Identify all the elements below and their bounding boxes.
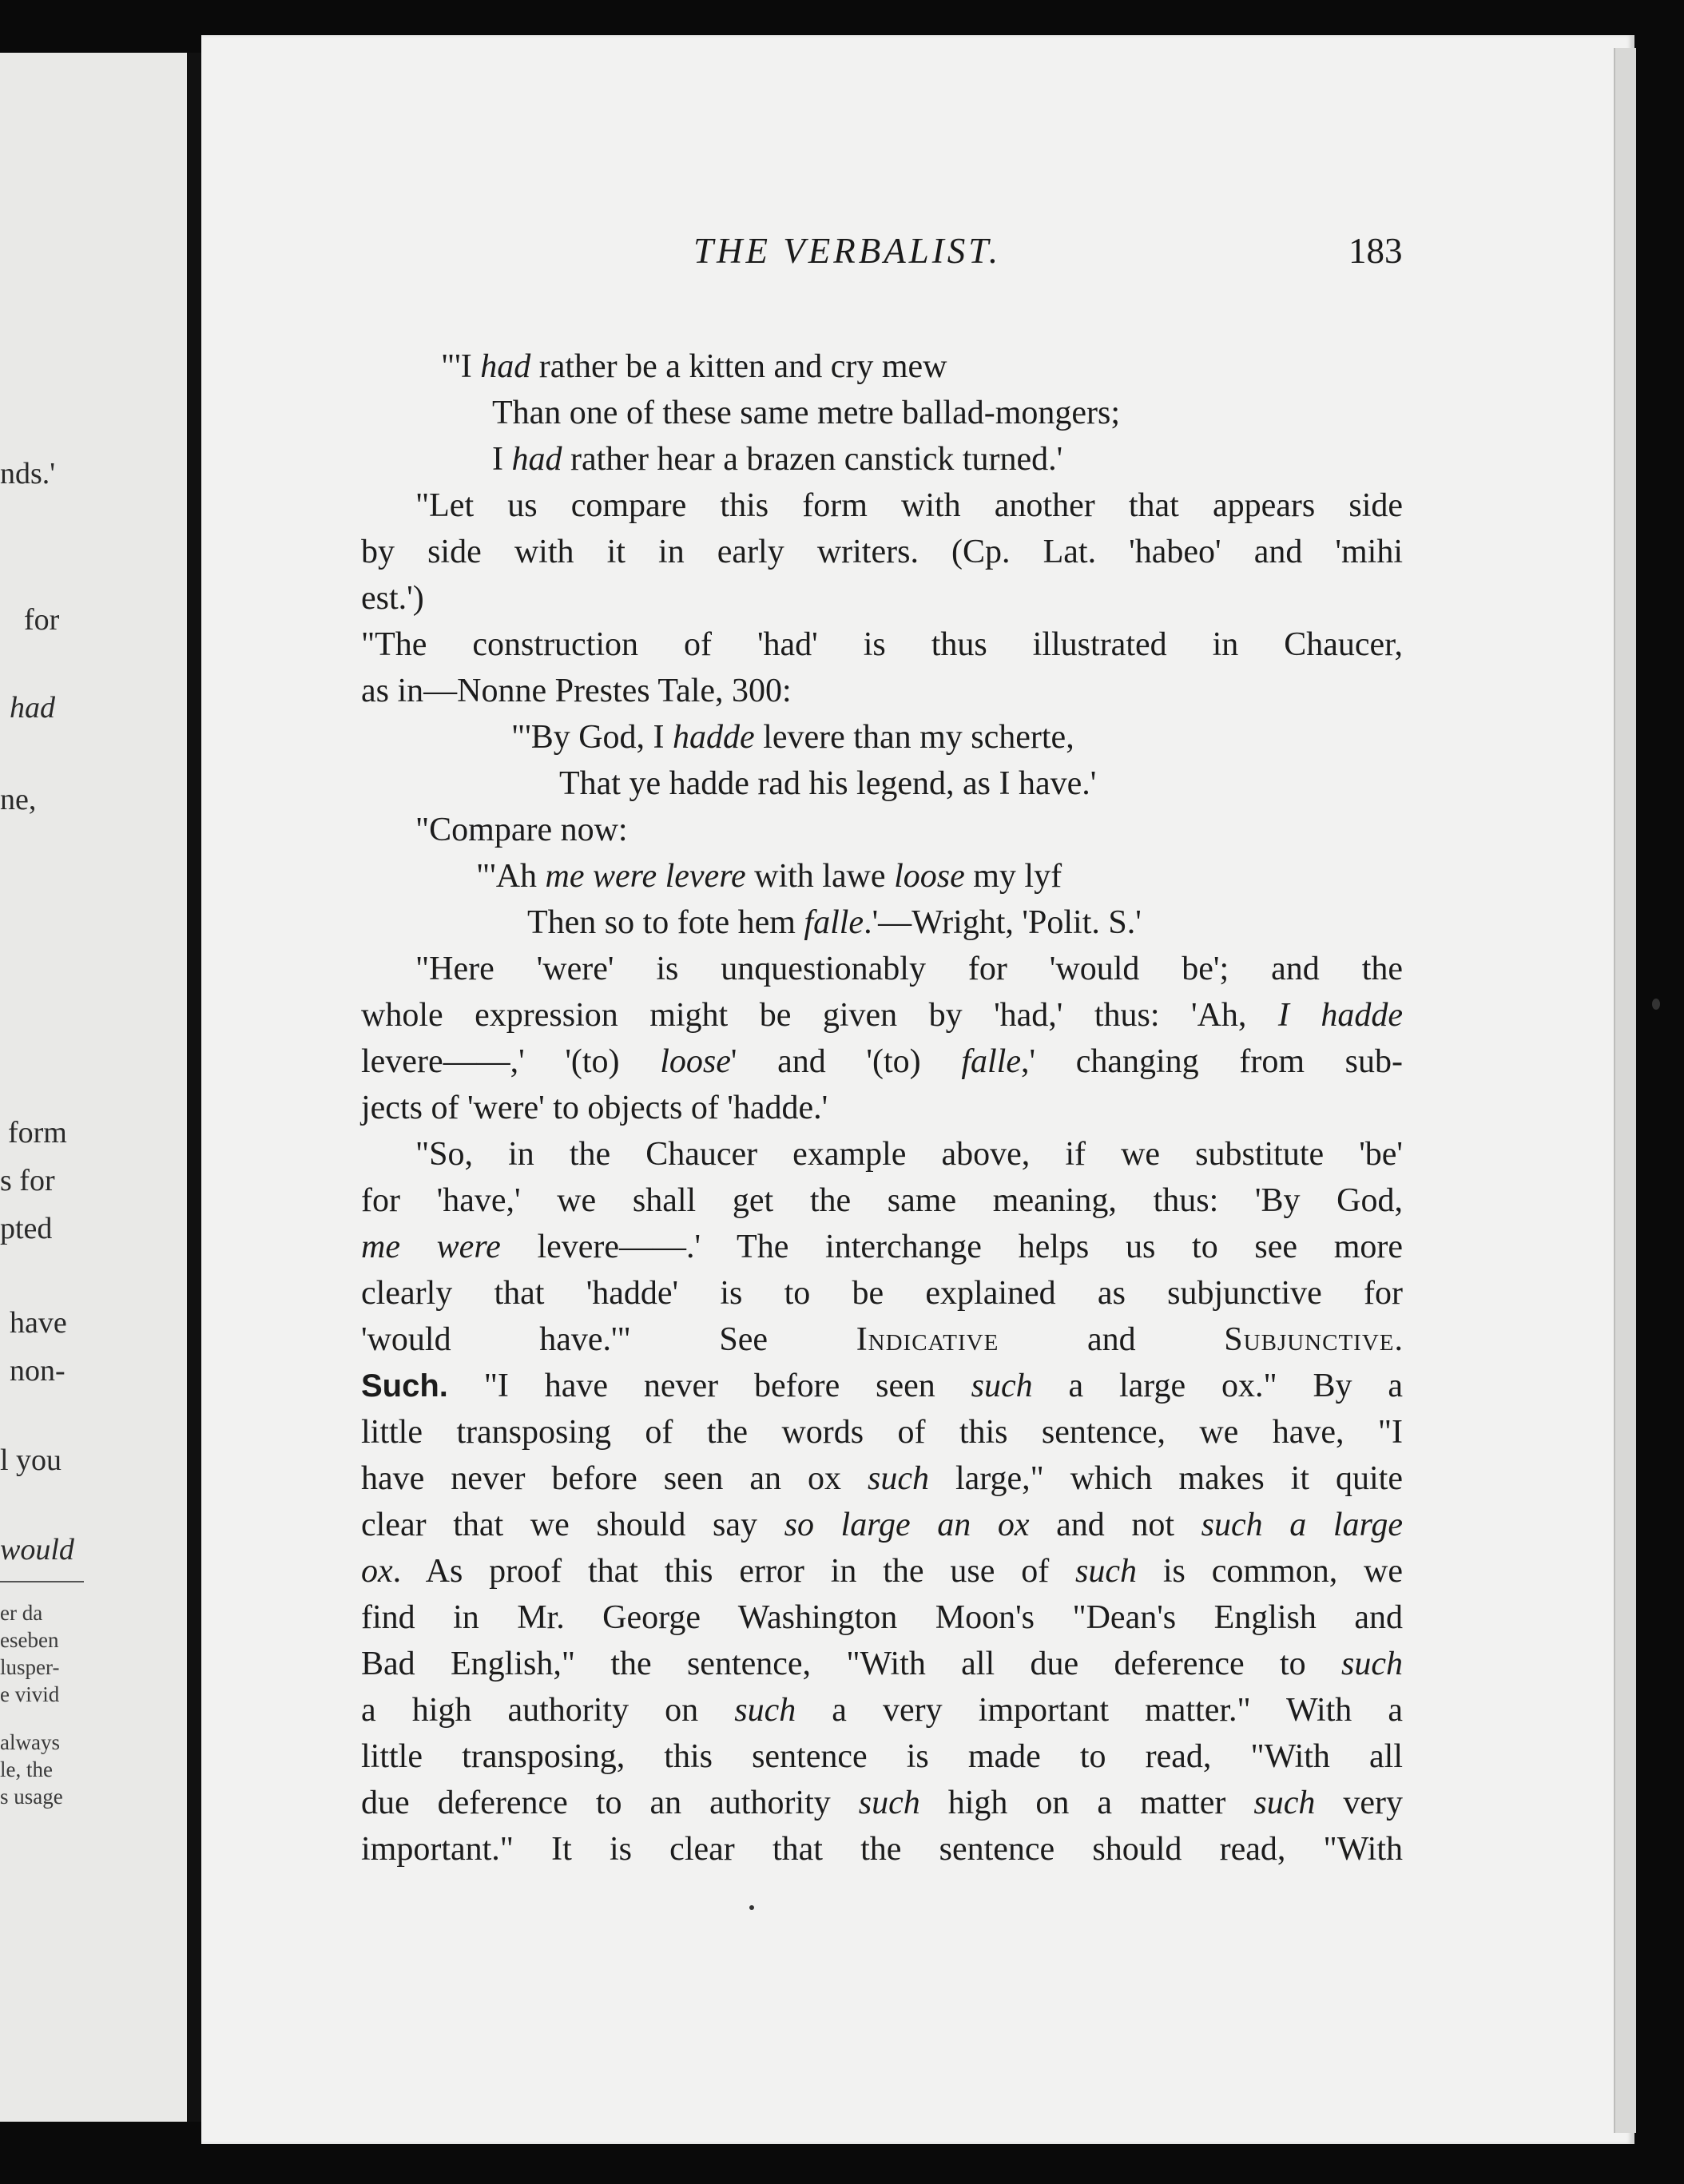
text-line [492,390,1403,436]
text-span: 'would have.'" See [361,1321,856,1358]
text-span: "Compare now: [415,812,628,848]
facing-page-text: s for [0,1164,55,1197]
entry-headword: Such. [361,1368,448,1404]
facing-footnote-text: eseben [0,1628,59,1652]
text-span: "Let us compare this form with another that appears side [415,487,1403,524]
text-line [361,1038,1403,1085]
italic-text: loose [660,1043,731,1080]
running-head: THE VERBALIST. [693,231,1002,271]
italic-text: loose [894,858,965,895]
italic-text: falle [961,1043,1021,1080]
text-line [361,1502,1403,1548]
facing-page-text: ne, [0,783,37,816]
facing-page-text: form [8,1116,67,1150]
text-span: levere——.' The interchange helps us to see more [500,1229,1404,1265]
facing-footnote-text: s usage [0,1785,63,1809]
text-line [492,436,1403,482]
text-span: for 'have,' we shall get the same meaning, thus: 'By God, [361,1182,1403,1219]
italic-text: ox [361,1553,393,1590]
text-span: clearly that 'hadde' is to be explained as subjunctive for [361,1275,1403,1312]
text-line [415,482,1403,529]
text-span: little transposing of the words of this sentence, we have, "I [361,1414,1403,1451]
text-span: Bad English," the sentence, "With all due deference to [361,1646,1341,1682]
italic-text: such [858,1785,920,1821]
book-gutter [187,53,201,2122]
text-span: and not [1029,1507,1201,1543]
facing-page-text: non- [10,1354,66,1388]
italic-text: hadde [673,719,755,756]
italic-text: such [1341,1646,1403,1682]
text-span: with lawe [745,858,895,895]
facing-page-text: have [10,1306,67,1340]
text-span: a high authority on [361,1692,735,1729]
facing-footnote-text: er da [0,1601,43,1625]
text-line [361,1085,1403,1131]
text-span: little transposing, this sentence is made to read, "With all [361,1738,1403,1775]
text-line [361,1687,1403,1733]
text-span: a large ox." By a [1032,1368,1403,1404]
cross-reference: Subjunctive [1224,1321,1395,1358]
text-span: . [1394,1321,1403,1358]
text-span: a very important matter." With a [796,1692,1404,1729]
text-span: "I have never before seen [447,1368,971,1404]
text-line [361,668,1403,714]
facing-page-text: would [0,1533,74,1567]
text-span: large," which makes it quite [928,1460,1403,1497]
text-line [415,807,1403,853]
text-span: my lyf [964,858,1062,895]
facing-footnote-text: lusper- [0,1655,60,1679]
italic-text: such a large [1201,1507,1403,1543]
facing-page-text: had [10,691,55,725]
text-span: "The construction of 'had' is thus illustrated in Chaucer, [361,626,1403,663]
text-span: levere than my scherte, [754,719,1074,756]
text-line [361,1733,1403,1780]
text-line [361,621,1403,668]
text-span: ,' changing from sub- [1020,1043,1404,1080]
text-span: due deference to an authority [361,1785,859,1821]
text-line [415,1131,1403,1177]
italic-text: me were [361,1229,501,1265]
facing-footnote-text: le, the [0,1757,53,1781]
text-span: . As proof that this error in the use of [392,1553,1076,1590]
italic-text: such [971,1368,1033,1404]
facing-page-text: pted [0,1212,53,1245]
text-span: "'I [441,348,481,385]
page-edge [1614,48,1636,2133]
text-span: and [999,1321,1225,1358]
text-span: important." It is clear that the sentence should read, "With [361,1831,1403,1868]
text-line [361,1641,1403,1687]
text-span: high on a matter [919,1785,1254,1821]
text-line [361,1594,1403,1641]
text-line [361,575,1403,621]
text-span: "'By God, I [511,719,673,756]
italic-text: I hadde [1277,997,1403,1034]
text-line [441,343,1403,390]
facing-page-text: l you [0,1443,62,1477]
text-span: est.') [361,580,424,617]
italic-text: such [1075,1553,1138,1590]
text-line [361,1177,1403,1224]
text-span: have never before seen an ox [361,1460,868,1497]
facing-page-text: nds.' [0,457,56,490]
text-line [361,1548,1403,1594]
text-span: by side with it in early writers. (Cp. Lat. 'habeo' and 'mihi [361,534,1403,570]
italic-text: such [1253,1785,1316,1821]
text-line [361,1409,1403,1455]
italic-text: me were levere [545,858,746,895]
facing-footnote-text: e vivid [0,1682,60,1706]
text-span: whole expression might be given by 'had,' thus: 'Ah, [361,997,1278,1034]
page-number: 183 [1348,231,1403,271]
italic-text: had [480,348,531,385]
text-line [511,714,1403,760]
text-line [361,1270,1403,1316]
text-line [527,899,1403,946]
facing-page-text: for [24,603,60,637]
text-line [361,1224,1403,1270]
text-span: clear that we should say [361,1507,784,1543]
text-span: Than one of these same metre ballad-mongers; [492,395,1121,431]
text-span: is common, we [1137,1553,1404,1590]
text-line [361,992,1403,1038]
italic-text: falle [804,904,864,941]
text-span: "So, in the Chaucer example above, if we substitute 'be' [415,1136,1403,1173]
ink-speck [1652,999,1660,1010]
italic-text: so large an ox [784,1507,1030,1543]
text-span: That ye hadde rad his legend, as I have.' [559,765,1097,802]
ink-speck [749,1905,754,1910]
text-span: as in—Nonne Prestes Tale, 300: [361,673,792,709]
text-line [361,1826,1403,1872]
text-span: .'—Wright, 'Polit. S.' [864,904,1142,941]
text-span: rather hear a brazen canstick turned.' [562,441,1063,478]
text-span: rather be a kitten and cry mew [530,348,947,385]
italic-text: had [511,441,562,478]
text-span: find in Mr. George Washington Moon's "Dean's English and [361,1599,1403,1636]
text-line [361,1363,1403,1409]
text-span: levere——,' '(to) [361,1043,661,1080]
text-span: Then so to fote hem [527,904,804,941]
text-span: ' and '(to) [730,1043,962,1080]
text-line [361,1780,1403,1826]
facing-page-fragment [0,53,187,2122]
text-line [476,853,1403,899]
italic-text: such [734,1692,796,1729]
facing-footnote-text: always [0,1730,60,1754]
footnote-rule [0,1581,84,1582]
text-span: "Here 'were' is unquestionably for 'would be'; and the [415,951,1403,987]
text-line [361,1455,1403,1502]
text-line [361,529,1403,575]
text-span: I [492,441,512,478]
text-line [415,946,1403,992]
text-line [361,1316,1403,1363]
text-line [559,760,1403,807]
text-span: very [1315,1785,1403,1821]
text-span: "'Ah [476,858,546,895]
cross-reference: Indicative [856,1321,999,1358]
text-span: jects of 'were' to objects of 'hadde.' [361,1090,828,1126]
italic-text: such [867,1460,929,1497]
